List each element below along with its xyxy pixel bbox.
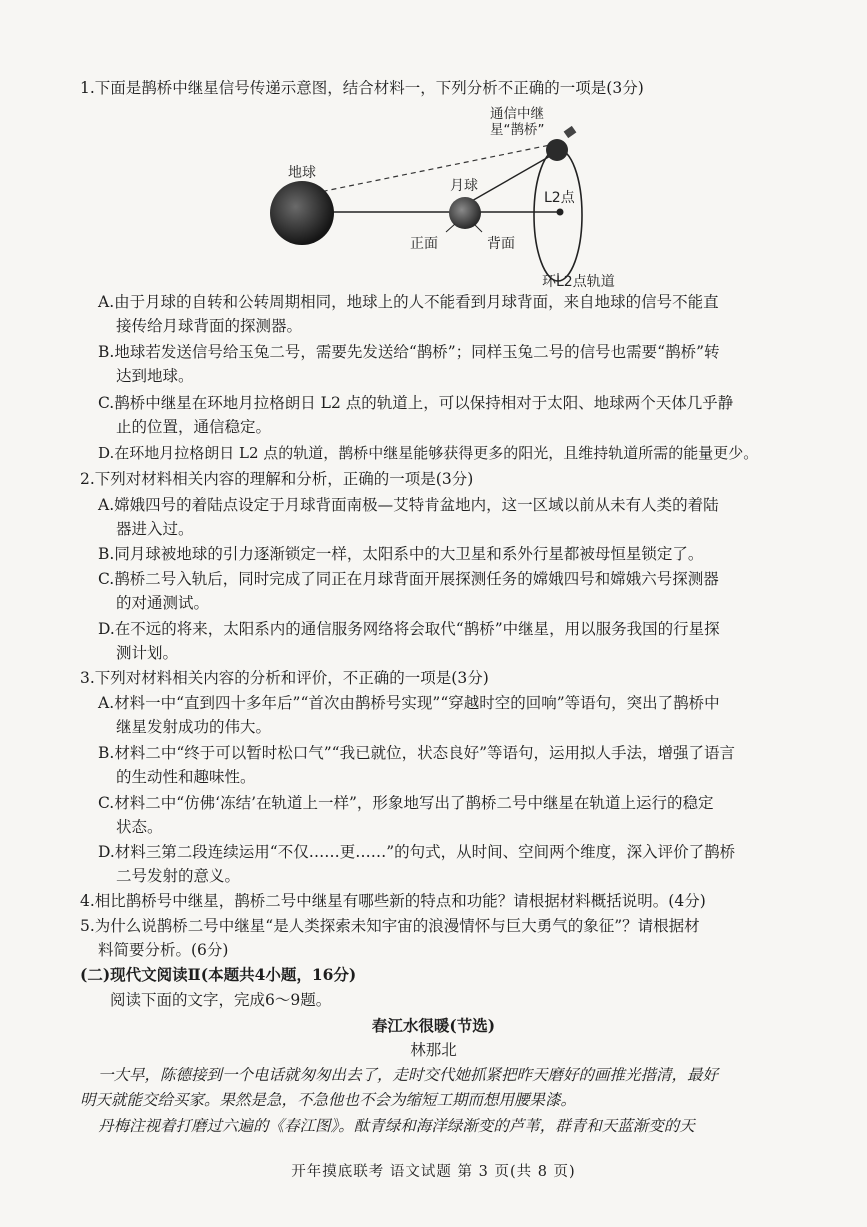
l2-point xyxy=(557,209,564,216)
q2-option-d-line1: D.在不远的将来，太阳系内的通信服务网络将会取代“鹊桥”中继星，用以服务我国的行星探 xyxy=(98,620,720,638)
q2-option-c-line2: 的对通测试。 xyxy=(116,594,210,612)
q3-option-a-line1: A.材料一中“直到四十多年后”“首次由鹊桥号实现”“穿越时空的回响”等语句，突出了鹊桥中 xyxy=(98,694,720,712)
q1-option-a-line1: A.由于月球的自转和公转周期相同，地球上的人不能看到月球背面，来自地球的信号不能直 xyxy=(98,293,719,311)
q2-option-d-line2: 测计划。 xyxy=(116,644,179,662)
front-label: 正面 xyxy=(410,236,438,252)
orbit-label: 环L2点轨道 xyxy=(542,274,615,290)
section-2-heading: (二)现代文阅读Ⅱ(本题共4小题，16分) xyxy=(80,965,357,984)
q1-option-d-line1: D.在环地月拉格朗日 L2 点的轨道，鹊桥中继星能够获得更多的阳光，且维持轨道所需的能量更少。 xyxy=(98,444,759,462)
l2-orbit-ellipse xyxy=(534,149,582,281)
q1-option-c-line2: 止的位置，通信稳定。 xyxy=(116,418,272,436)
relay-signal-diagram xyxy=(260,100,620,290)
q2-option-a-line1: A.嫦娥四号的着陆点设定于月球背面南极—艾特肯盆地内，这一区域以前从未有人类的着陆 xyxy=(98,496,719,514)
q1-option-b-line1: B.地球若发送信号给玉兔二号，需要先发送给“鹊桥”；同样玉兔二号的信号也需要“鹊桥”转 xyxy=(98,343,720,361)
relay-satellite-shape xyxy=(546,139,568,161)
section-2-instruction: 阅读下面的文字，完成6～9题。 xyxy=(110,991,332,1009)
l2-label: L2点 xyxy=(544,190,575,206)
passage-paragraph-1-line1: 一大早，陈德接到一个电话就匆匆出去了，走时交代她抓紧把昨天磨好的画推光揩清，最好 xyxy=(98,1066,719,1084)
q2-option-a-line2: 器进入过。 xyxy=(116,520,194,538)
earth-relay-dashed-line xyxy=(305,145,550,195)
q3-option-c-line2: 状态。 xyxy=(116,818,163,836)
earth-shape xyxy=(270,181,334,245)
q2-option-c-line1: C.鹊桥二号入轨后，同时完成了同正在月球背面开展探测任务的嫦娥四号和嫦娥六号探测器 xyxy=(98,570,719,588)
passage-paragraph-2-line1: 丹梅注视着打磨过六遍的《春江图》。酞青绿和海洋绿渐变的芦苇，群青和天蓝渐变的天 xyxy=(98,1117,695,1135)
moon-label: 月球 xyxy=(450,178,478,194)
q1-option-a-line2: 接传给月球背面的探测器。 xyxy=(116,317,303,335)
question-1-stem: 1.下面是鹊桥中继星信号传递示意图，结合材料一，下列分析不正确的一项是(3分) xyxy=(80,79,644,97)
question-5-line1: 5.为什么说鹊桥二号中继星“是人类探索未知宇宙的浪漫情怀与巨大勇气的象征”？请根据材 xyxy=(80,917,700,935)
earth-label: 地球 xyxy=(288,165,316,181)
q1-option-c-line1: C.鹊桥中继星在环地月拉格朗日 L2 点的轨道上，可以保持相对于太阳、地球两个天体几乎静 xyxy=(98,394,734,412)
moon-shape xyxy=(449,197,481,229)
back-label: 背面 xyxy=(487,236,515,252)
passage-paragraph-1-line2: 明天就能交给买家。果然是急，不急他也不会为缩短工期而想用腰果漆。 xyxy=(80,1091,577,1109)
relay-label-1: 通信中继 xyxy=(490,106,544,122)
q1-option-b-line2: 达到地球。 xyxy=(116,367,194,385)
q3-option-d-line2: 二号发射的意义。 xyxy=(116,867,241,885)
q2-option-b-line1: B.同月球被地球的引力逐渐锁定一样，太阳系中的大卫星和系外行星都被母恒星锁定了。 xyxy=(98,545,704,563)
relay-label-2: 星“鹊桥” xyxy=(490,122,545,138)
question-4: 4.相比鹊桥号中继星，鹊桥二号中继星有哪些新的特点和功能？请根据材料概括说明。(4分) xyxy=(80,892,706,910)
page-footer: 开年摸底联考 语文试题 第 3 页(共 8 页) xyxy=(291,1164,576,1180)
question-2-stem: 2.下列对材料相关内容的理解和分析，正确的一项是(3分) xyxy=(80,470,474,488)
q3-option-b-line2: 的生动性和趣味性。 xyxy=(116,768,256,786)
q3-option-c-line1: C.材料二中“仿佛‘冻结’在轨道上一样”，形象地写出了鹊桥二号中继星在轨道上运行的稳定 xyxy=(98,794,714,812)
q3-option-b-line1: B.材料二中“终于可以暂时松口气”“我已就位，状态良好”等语句，运用拟人手法，增强了语言 xyxy=(98,744,736,762)
question-3-stem: 3.下列对材料相关内容的分析和评价，不正确的一项是(3分) xyxy=(80,669,489,687)
passage-title: 春江水很暖(节选) xyxy=(371,1016,496,1035)
moon-relay-line xyxy=(470,155,552,202)
question-5-line2: 料简要分析。(6分) xyxy=(98,941,229,959)
q3-option-d-line1: D.材料三第二段连续运用“不仅……更……”的句式，从时间、空间两个维度，深入评价了鹊桥 xyxy=(98,843,736,861)
passage-author: 林那北 xyxy=(410,1041,457,1059)
q3-option-a-line2: 继星发射成功的伟大。 xyxy=(116,718,272,736)
